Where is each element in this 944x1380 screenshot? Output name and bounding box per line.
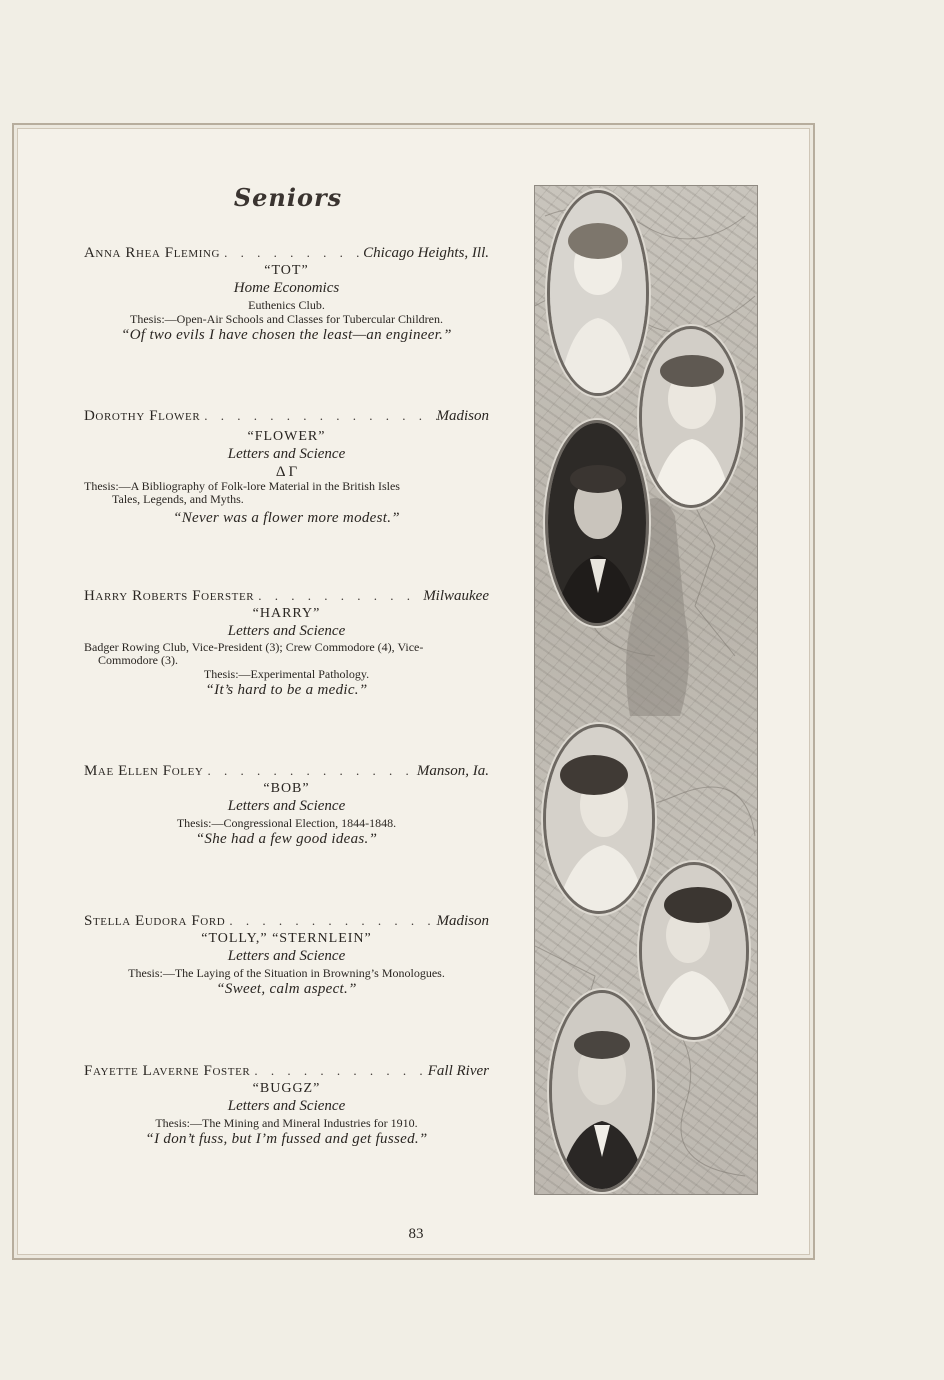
senior-hometown: Madison	[436, 408, 489, 424]
leader-dots	[220, 244, 363, 262]
senior-quote: “Sweet, calm aspect.”	[216, 981, 357, 997]
senior-entry	[84, 912, 489, 999]
leader-dots	[225, 912, 436, 930]
senior-thesis: Thesis:—Congressional Election, 1844-1848.	[176, 816, 397, 830]
leader-dots	[254, 587, 423, 605]
senior-name: Stella Eudora Ford	[84, 913, 226, 929]
senior-course: Letters and Science	[227, 623, 346, 639]
senior-course: Home Economics	[233, 280, 340, 296]
senior-activities	[84, 641, 489, 667]
activities-line: Badger Rowing Club, Vice-President (3); Crew Commodore (4), Vice-	[84, 640, 424, 654]
senior-nickname: “TOT”	[264, 263, 309, 278]
senior-thesis	[84, 480, 489, 506]
senior-name: Dorothy Flower	[84, 408, 201, 424]
senior-hometown: Chicago Heights, Ill.	[363, 245, 489, 261]
senior-fraternity: Δ Γ	[275, 464, 298, 480]
page-number: 83	[408, 1226, 424, 1242]
leader-dots	[203, 762, 416, 780]
activities-line: Commodore (3).	[98, 653, 178, 667]
leader-dots	[250, 1062, 427, 1080]
senior-nickname: “BOB”	[263, 781, 310, 796]
senior-hometown: Manson, Ia.	[416, 763, 489, 779]
portrait-oval	[639, 326, 743, 508]
portrait-oval	[549, 990, 655, 1192]
senior-thesis: Thesis:—Experimental Pathology.	[203, 667, 370, 681]
thesis-line: Tales, Legends, and Myths.	[112, 492, 244, 506]
portrait-oval	[545, 420, 649, 626]
page-heading: Seniors	[233, 183, 343, 212]
portrait-oval	[639, 862, 749, 1040]
senior-course: Letters and Science	[227, 446, 346, 462]
senior-entry	[84, 587, 489, 700]
senior-thesis: Thesis:—The Laying of the Situation in Browning’s Monologues.	[128, 966, 445, 980]
senior-hometown: Milwaukee	[423, 588, 489, 604]
senior-quote: “She had a few good ideas.”	[195, 831, 378, 847]
senior-course: Letters and Science	[227, 1098, 346, 1114]
senior-name: Harry Roberts Foerster	[84, 588, 255, 604]
senior-course: Letters and Science	[227, 948, 346, 964]
thesis-line: Thesis:—A Bibliography of Folk-lore Material in the British Isles	[84, 479, 400, 493]
senior-quote: “Never was a flower more modest.”	[173, 510, 400, 526]
senior-nickname: “BUGGZ”	[252, 1081, 321, 1096]
senior-hometown: Fall River	[427, 1063, 489, 1079]
senior-nickname: “TOLLY,” “STERNLEIN”	[201, 931, 372, 946]
senior-activities: Euthenics Club.	[248, 298, 325, 312]
senior-course: Letters and Science	[227, 798, 346, 814]
senior-name: Fayette Laverne Foster	[84, 1063, 251, 1079]
senior-entry	[84, 407, 489, 528]
senior-thesis: Thesis:—Open-Air Schools and Classes for Tubercular Children.	[130, 312, 443, 326]
portrait-panel	[534, 185, 758, 1195]
senior-entry	[84, 1062, 489, 1149]
senior-quote: “It’s hard to be a medic.”	[205, 682, 368, 698]
senior-nickname: “HARRY”	[252, 606, 321, 621]
senior-name: Anna Rhea Fleming	[84, 245, 221, 261]
leader-dots	[200, 407, 436, 425]
senior-nickname: “FLOWER”	[247, 429, 326, 444]
portrait-oval	[547, 190, 649, 396]
senior-hometown: Madison	[436, 913, 489, 929]
portrait-oval	[543, 724, 655, 914]
senior-thesis: Thesis:—The Mining and Mineral Industries for 1910.	[155, 1116, 418, 1130]
senior-name: Mae Ellen Foley	[84, 763, 204, 779]
senior-quote: “Of two evils I have chosen the least—an engineer.”	[121, 327, 452, 343]
senior-quote: “I don’t fuss, but I’m fussed and get fussed.”	[145, 1131, 428, 1147]
senior-entry	[84, 762, 489, 849]
senior-entry	[84, 244, 489, 345]
